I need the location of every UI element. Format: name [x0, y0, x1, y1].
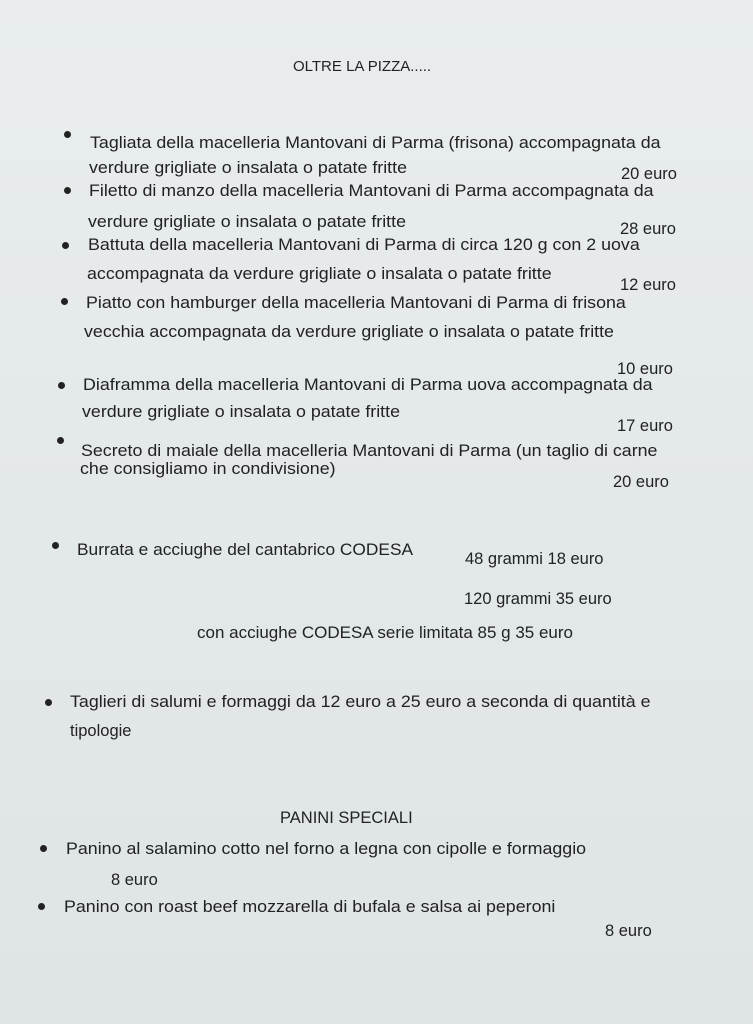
item-line: Diaframma della macelleria Mantovani di Parma uova accompagnata da — [83, 376, 653, 394]
bullet — [52, 542, 59, 549]
item-line: Secreto di maiale della macelleria Mantovani di Parma (un taglio di carne — [81, 442, 658, 460]
item-line: Piatto con hamburger della macelleria Mantovani di Parma di frisona — [86, 294, 626, 312]
item-line: accompagnata da verdure grigliate o insalata o patate fritte — [87, 265, 552, 283]
burrata-option: con acciughe CODESA serie limitata 85 g 35 euro — [197, 624, 573, 642]
panino-price: 8 euro — [605, 922, 652, 940]
bullet — [64, 187, 71, 194]
panino-price: 8 euro — [111, 871, 158, 889]
item-price: 28 euro — [620, 220, 676, 238]
panino-name: Panino al salamino cotto nel forno a legna con cipolle e formaggio — [66, 840, 587, 858]
bullet — [38, 903, 45, 910]
item-price: 10 euro — [617, 360, 673, 378]
bullet — [62, 242, 69, 249]
burrata-option: 120 grammi 35 euro — [464, 590, 612, 608]
burrata-option: 48 grammi 18 euro — [465, 550, 604, 568]
item-line: che consigliamo in condivisione) — [80, 460, 336, 478]
item-line: verdure grigliate o insalata o patate fritte — [82, 403, 400, 421]
bullet — [57, 437, 64, 444]
bullet — [61, 298, 68, 305]
item-line: vecchia accompagnata da verdure grigliate o insalata o patate fritte — [84, 323, 614, 341]
item-line: verdure grigliate o insalata o patate fritte — [89, 159, 407, 177]
panino-name: Panino con roast beef mozzarella di bufala e salsa ai peperoni — [64, 898, 556, 916]
item-line: verdure grigliate o insalata o patate fritte — [88, 213, 406, 231]
bullet — [45, 699, 52, 706]
bullet — [64, 131, 71, 138]
item-price: 12 euro — [620, 276, 676, 294]
section-title: PANINI SPECIALI — [280, 809, 413, 827]
burrata-name: Burrata e acciughe del cantabrico CODESA — [77, 541, 414, 559]
item-line: Battuta della macelleria Mantovani di Parma di circa 120 g con 2 uova — [88, 236, 640, 254]
menu-title: OLTRE LA PIZZA..... — [293, 58, 432, 75]
item-line: tipologie — [70, 722, 132, 740]
item-line: Taglieri di salumi e formaggi da 12 euro a 25 euro a seconda di quantità e — [70, 693, 651, 711]
bullet — [40, 845, 47, 852]
item-price: 17 euro — [617, 417, 673, 435]
item-line: Tagliata della macelleria Mantovani di Parma (frisona) accompagnata da — [90, 134, 661, 152]
item-line: Filetto di manzo della macelleria Mantovani di Parma accompagnata da — [89, 182, 654, 200]
item-price: 20 euro — [613, 473, 669, 491]
item-price: 20 euro — [621, 165, 677, 183]
bullet — [58, 382, 65, 389]
